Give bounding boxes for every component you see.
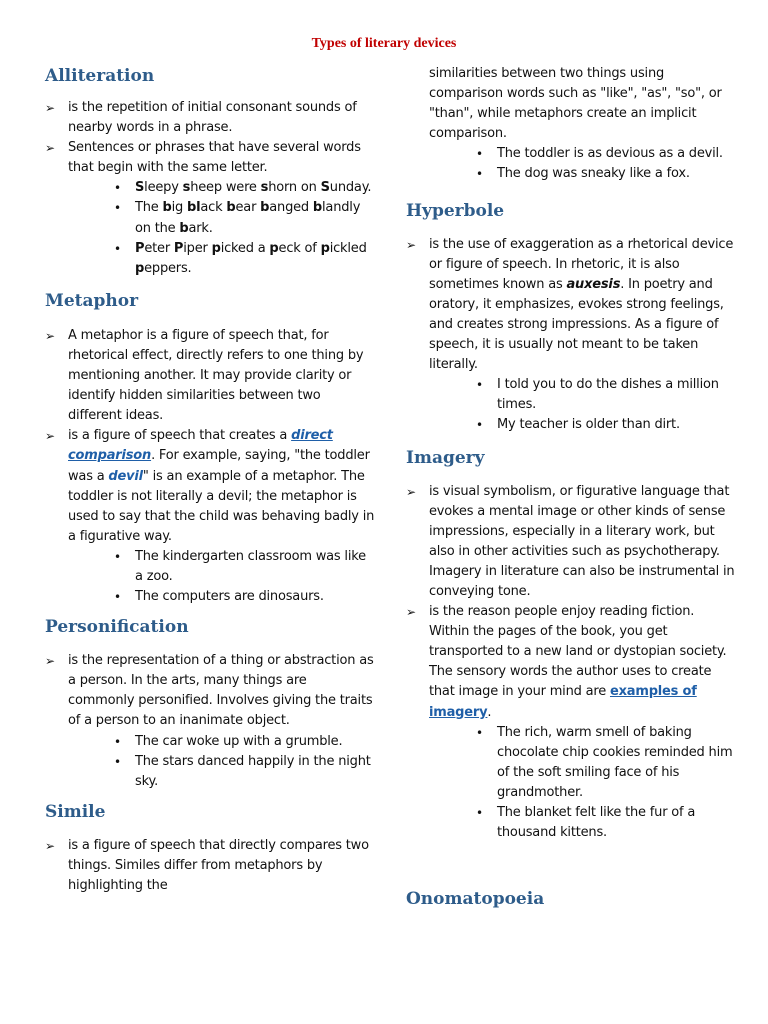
dot-bullet-icon: • [114, 549, 121, 564]
example-item: • The big black bear banged blandly on the bark. [114, 200, 361, 236]
dot-bullet-icon: • [476, 725, 483, 740]
arrow-bullet-icon: ➢ [406, 605, 416, 620]
example-item: • The toddler is as devious as a devil. [406, 144, 736, 164]
auxesis-term: auxesis [566, 276, 621, 292]
dot-bullet-icon: • [114, 734, 121, 749]
document-title: Types of literary devices [311, 36, 457, 51]
heading-personification: Personification [45, 617, 189, 638]
list-item: ➢ is a figure of speech that creates a direct comparison. For example, saying, "the toddler was a devil" is an example of a metaphor. The toddler is not literally a devil; the metaphor is used to say that the child was behaving badly in a figurative way. [45, 428, 375, 544]
example-item: • The computers are dinosaurs. [45, 587, 375, 607]
left-column [45, 64, 375, 896]
heading-hyperbole: Hyperbole [406, 200, 505, 221]
example-item: • My teacher is older than dirt. [406, 415, 736, 435]
example-item: • Sleepy sheep were shorn on Sunday. [45, 178, 375, 198]
example-item: • The stars danced happily in the night sky. [114, 753, 371, 789]
example-item: • I told you to do the dishes a million times. [476, 377, 719, 413]
arrow-bullet-icon: ➢ [406, 237, 416, 252]
arrow-bullet-icon: ➢ [45, 838, 55, 853]
example-item: • The car woke up with a grumble. [45, 732, 375, 752]
dot-bullet-icon: • [114, 241, 121, 256]
dot-bullet-icon: • [114, 181, 121, 196]
right-column [406, 64, 736, 911]
heading-alliteration: Alliteration [45, 66, 155, 86]
heading-onomatopoeia: Onomatopoeia [406, 889, 545, 910]
arrow-bullet-icon: ➢ [45, 328, 55, 343]
example-item: • Peter Piper picked a peck of pickled peppers. [114, 240, 367, 276]
dot-bullet-icon: • [476, 418, 483, 433]
list-item: ➢ is the reason people enjoy reading fiction. Within the pages of the book, you get transported to a new land or dystopian society. The sensory words the author uses to create that image in your mind are examples of imagery. [406, 604, 727, 720]
dot-bullet-icon: • [114, 590, 121, 605]
heading-imagery: Imagery [406, 447, 485, 468]
devil-term: devil [108, 468, 143, 484]
direct-comparison-link[interactable]: direct comparison [68, 428, 333, 464]
arrow-bullet-icon: ➢ [45, 101, 55, 115]
list-item: ➢ is a figure of speech that directly compares two things. Similes differ from metaphors by highlighting the [45, 837, 369, 893]
dot-bullet-icon: • [476, 378, 483, 393]
list-item: ➢ is visual symbolism, or figurative language that evokes a mental image or other kinds of sense impressions, especially in a literary work, but also in other activities such as psychotherapy. Imagery in literature can also be instrumental in conveying tone. [406, 483, 735, 599]
list-item-continued: similarities between two things using comparison words such as "like", "as", "so", or "than", while metaphors create an implicit comparison. [429, 66, 722, 142]
examples-of-imagery-link[interactable]: examples of imagery [429, 684, 697, 720]
list-item: ➢ is the repetition of initial consonant sounds of nearby words in a phrase. [45, 100, 357, 136]
heading-metaphor: Metaphor [45, 290, 139, 311]
arrow-bullet-icon: ➢ [406, 484, 416, 499]
dot-bullet-icon: • [114, 201, 121, 216]
list-item: ➢ is the representation of a thing or abstraction as a person. In the arts, many things are commonly personified. Involves giving the traits of a person to an inanimate object. [45, 653, 374, 729]
list-item: ➢ A metaphor is a figure of speech that, for rhetorical effect, directly refers to one thing by mentioning another. It may provide clarity or identify hidden similarities between two different ideas. [45, 327, 364, 424]
list-item: ➢ Sentences or phrases that have several words that begin with the same letter. [45, 140, 361, 176]
heading-simile: Simile [45, 801, 106, 822]
list-item: ➢ is the use of exaggeration as a rhetorical device or figure of speech. In rhetoric, it is also sometimes known as auxesis. In poetry and oratory, it emphasizes, evokes strong feelings, and creates strong impressions. As a figure of speech, it is usually not meant to be taken literally. [406, 236, 734, 373]
arrow-bullet-icon: ➢ [45, 429, 55, 444]
dot-bullet-icon: • [476, 806, 483, 820]
example-item: • The kindergarten classroom was like a zoo. [114, 548, 366, 584]
arrow-bullet-icon: ➢ [45, 141, 55, 156]
arrow-bullet-icon: ➢ [45, 654, 55, 669]
example-item: • The blanket felt like the fur of a thousand kittens. [476, 805, 696, 841]
dot-bullet-icon: • [114, 754, 121, 769]
example-item: • The rich, warm smell of baking chocolate chip cookies reminded him of the soft smiling face of his grandmother. [476, 724, 733, 800]
example-item: • The dog was sneaky like a fox. [406, 164, 736, 184]
dot-bullet-icon: • [476, 147, 483, 162]
dot-bullet-icon: • [476, 167, 483, 182]
